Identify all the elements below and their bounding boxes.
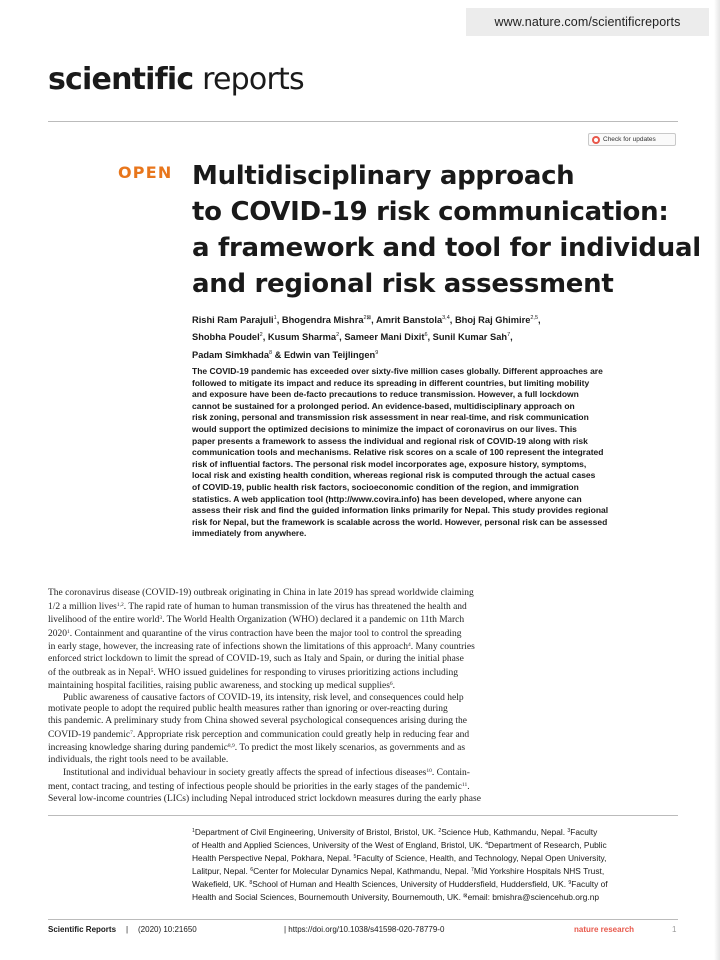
author-affiliation-marker: 2⊠	[363, 315, 372, 321]
author-name: Padam Simkhada	[192, 349, 269, 360]
header-rule	[48, 121, 678, 122]
body-text-run: maintaining hospital facilities, raising public awareness, and stocking up medical supplies	[48, 681, 390, 692]
body-text-run: 2020	[48, 628, 67, 639]
citation-ref: 6	[389, 681, 393, 688]
author-affiliation-marker: 2	[259, 332, 263, 339]
footer-separator: |	[126, 925, 129, 934]
page-edge-shadow	[714, 0, 720, 960]
body-text	[48, 588, 680, 805]
author-line	[192, 328, 662, 345]
affiliation-text: Department of Research, Public	[488, 839, 607, 850]
citation-ref: 3	[159, 615, 163, 622]
author-list	[192, 311, 662, 363]
publisher-logo: nature research	[574, 925, 635, 934]
body-text-run: . The rapid rate of human to human transmission of the virus has threatened the health and	[123, 601, 467, 612]
affiliation-text: Wakefield, UK.	[192, 878, 250, 889]
affiliation-text: Department of Civil Engineering, University of Bristol, Bristol, UK.	[194, 827, 439, 837]
abstract-line: immediately from anywhere.	[192, 528, 307, 539]
affiliation-text: Mid Yorkshire Hospitals NHS Trust,	[473, 865, 605, 876]
title-line: to COVID-19 risk communication:	[192, 197, 669, 227]
body-line	[48, 666, 680, 680]
body-line	[48, 654, 680, 666]
body-line	[48, 766, 680, 780]
affiliation-text: Science Hub, Kathmandu, Nepal.	[441, 827, 568, 837]
body-text-run: . Containment and quarantine of the virus contraction have been the major tool to control the spreading	[69, 628, 462, 639]
body-text-run: Public awareness of causative factors of COVID-19, its intensity, risk level, and consequences could help	[63, 692, 464, 703]
author-affiliation-marker: 9	[375, 349, 379, 356]
author-name: , Sunil Kumar Sah	[427, 332, 508, 343]
body-line	[48, 588, 680, 600]
body-text-run: .	[467, 781, 470, 792]
citation-ref: 1,2	[116, 601, 124, 608]
body-text-run: ment, contact tracing, and testing of infectious people should be priorities in the early stages of the pandemic	[48, 781, 462, 792]
abstract-line: local risk and existing health condition, whereas regional risk is computed through the actual cases	[192, 470, 596, 481]
abstract-line: statistics. A web application tool (http://www.covira.info) has been developed, where anyone can	[192, 493, 582, 504]
body-text-run: increasing knowledge sharing during pandemic	[48, 743, 228, 754]
author-affiliation-marker: 6	[424, 332, 428, 339]
abstract-line: risk of influential factors. The personal risk model incorporates age, exposure history, symptoms,	[192, 458, 587, 469]
journal-url-badge[interactable]	[466, 8, 709, 36]
body-text-run: . Contain-	[431, 768, 470, 779]
page-number: 1	[672, 925, 677, 934]
body-line	[48, 716, 680, 728]
body-text-run: enforced strict lockdown to limit the spread of COVID-19, such as Italy and Spain, or during the initial phase	[48, 653, 464, 664]
abstract-line: of COVID-19, public health risk factors, socioeconomic condition of the region, and immigration	[192, 481, 579, 492]
affiliation-marker: 7	[470, 866, 474, 873]
author-name: , Kusum Sharma	[262, 332, 337, 343]
affiliation-line	[192, 839, 682, 852]
citation-ref: 7	[130, 729, 133, 736]
affiliation-marker: 3	[567, 828, 571, 834]
affiliation-marker: 6	[250, 866, 254, 873]
abstract-line: cannot be sustained for a prolonged period. An evidence-based, multidisciplinary approach on	[192, 400, 575, 411]
author-line	[192, 311, 662, 328]
affiliation-text: School of Human and Health Sciences, University of Huddersfield, Huddersfield, UK.	[252, 878, 569, 889]
affiliations-rule	[48, 815, 678, 816]
author-name: Shobha Poudel	[192, 332, 260, 343]
author-name: & Edwin van Teijlingen	[272, 349, 376, 360]
body-text-run: individuals, the right tools need to be available.	[48, 754, 229, 765]
body-text-run: . Many countries	[410, 642, 475, 653]
author-name: , Bhoj Raj Ghimire	[449, 315, 531, 325]
citation-ref: 4	[407, 642, 411, 649]
abstract-line: risk for Nepal, but the framework is scalable across the world. However, personal risk can be assessed	[192, 516, 608, 527]
affiliation-line	[192, 852, 682, 865]
affiliation-marker: 1	[192, 828, 195, 834]
body-text-run: The coronavirus disease (COVID-19) outbreak originating in China in late 2019 has spread worldwide claiming	[48, 588, 474, 598]
check-updates-label: Check for updates	[603, 136, 656, 143]
author-affiliation-marker: 2	[336, 332, 340, 339]
body-text-run: . WHO issued guidelines for responding to viruses prioritizing actions including	[153, 667, 458, 678]
affiliations	[192, 826, 682, 903]
body-text-run: motivate people to adopt the required public health measures rather than ignoring or over-reacting during	[48, 704, 448, 715]
citation-ref: 10	[426, 768, 432, 775]
affiliation-text: Center for Molecular Dynamics Nepal, Kathmandu, Nepal.	[253, 865, 471, 876]
affiliation-text: Faculty of	[571, 878, 608, 889]
brand-light: reports	[202, 62, 304, 97]
footer-doi-link[interactable]: | https://doi.org/10.1038/s41598-020-78779-0	[284, 925, 445, 934]
author-name: , Amrit Banstola	[371, 315, 443, 325]
author-affiliation-marker: 2,5	[530, 315, 539, 321]
body-line	[48, 613, 680, 627]
author-affiliation-marker: 8	[269, 349, 273, 356]
body-line	[48, 693, 680, 705]
journal-brand	[48, 62, 304, 98]
affiliation-marker: 4	[485, 840, 489, 847]
author-affiliation-marker: 3,4	[442, 315, 450, 321]
abstract-line: would support the optimized decisions to minimize the impact of coronavirus on our lives. This	[192, 423, 577, 434]
crossmark-icon	[592, 136, 600, 144]
affiliation-marker: 9	[568, 879, 572, 886]
body-line	[48, 780, 680, 794]
author-name: ,	[538, 315, 541, 325]
body-line	[48, 704, 680, 716]
title-line: and regional risk assessment	[192, 269, 614, 299]
affiliation-text: Faculty of Science, Health, and Technology, Nepal Open University,	[356, 852, 607, 863]
body-text-run: 1/2 a million lives	[48, 601, 117, 612]
body-text-run: . Appropriate risk perception and communication could greatly help in reducing fear and	[132, 729, 470, 740]
abstract-line: risk zoning, personal and transmission risk assessment in near real-time, and risk communication	[192, 412, 589, 423]
author-name: ,	[510, 332, 513, 343]
brand-bold: scientific	[48, 62, 194, 97]
body-text-run: . The World Health Organization (WHO) declared it a pandemic on 11th March	[162, 615, 465, 626]
body-text-run: Institutional and individual behaviour in society greatly affects the spread of infectious diseases	[63, 768, 427, 779]
abstract-line: assess their risk and find the guided information links primarily for Nepal. This study provides regional	[192, 505, 609, 516]
citation-ref: 1	[67, 628, 70, 635]
author-name: Rishi Ram Parajuli	[192, 315, 274, 325]
affiliation-text: Lalitpur, Nepal.	[192, 865, 251, 876]
author-name: , Sameer Mani Dixit	[339, 332, 425, 343]
affiliation-marker: 8	[249, 879, 253, 886]
citation-ref: 5	[150, 667, 154, 674]
abstract-line: and exposure have been de-facto precautions to reduce transmission. However, a full lockdown	[192, 389, 579, 400]
abstract-line: The COVID-19 pandemic has exceeded over sixty-five million cases globally. Different approaches are	[192, 366, 603, 376]
affiliation-line	[192, 878, 682, 891]
body-line	[48, 741, 680, 755]
body-text-run: in early stage, however, the increasing rate of infections shown the limitations of this approach	[48, 642, 408, 653]
abstract-line: paper presents a framework to assess the individual and regional risk of COVID-19 along with risk	[192, 435, 588, 446]
page-footer	[48, 917, 680, 941]
abstract-line: communication tools and mechanisms. Relative risk scores on a scale of 100 represent the integrated	[192, 447, 604, 458]
body-text-run: this pandemic. A preliminary study from China showed several psychological consequences arising during the	[48, 715, 467, 726]
affiliation-marker: 5	[353, 853, 357, 860]
author-affiliation-marker: 7	[507, 332, 511, 339]
author-affiliation-marker: 1	[273, 315, 277, 321]
body-line	[48, 755, 680, 767]
title-line: a framework and tool for individual	[192, 233, 701, 263]
footer-citation: (2020) 10:21650	[138, 925, 197, 934]
affiliation-line	[192, 891, 682, 904]
body-line	[48, 640, 680, 654]
body-text-run: livelihood of the entire world	[48, 615, 160, 626]
affiliation-text: Health Perspective Nepal, Pokhara, Nepal.	[192, 852, 354, 863]
author-line	[192, 346, 662, 363]
affiliation-text: of Health and Applied Sciences, University of the West of England, Bristol, UK.	[192, 839, 486, 850]
affiliation-text: Faculty	[570, 827, 598, 837]
check-for-updates-button[interactable]	[588, 133, 676, 146]
journal-url[interactable]: www.nature.com/scientificreports	[494, 15, 681, 29]
body-text-run: .	[392, 681, 396, 692]
affiliation-marker: 2	[438, 828, 442, 834]
citation-ref: 11	[461, 781, 468, 788]
affiliation-text: email: bmishra@sciencehub.org.np	[467, 891, 600, 902]
title-line: Multidisciplinary approach	[192, 161, 575, 191]
body-text-run: of the outbreak as in Nepal	[48, 667, 151, 678]
body-text-run: COVID-19 pandemic	[48, 729, 131, 740]
body-line	[48, 679, 680, 693]
body-text-run: . To predict the most likely scenarios, as governments and as	[234, 743, 466, 754]
open-access-label: OPEN	[118, 163, 173, 182]
citation-ref: 8,9	[227, 743, 235, 750]
affiliation-marker: ⊠	[463, 892, 468, 899]
body-text-run: Several low-income countries (LICs) including Nepal introduced strict lockdown measures during the early phase	[48, 793, 481, 804]
body-line	[48, 600, 680, 614]
body-line	[48, 627, 680, 641]
abstract-line: followed to mitigate its impact and reduce its spreading in different countries, but limiting mobility	[192, 377, 590, 388]
author-name: , Bhogendra Mishra	[276, 315, 364, 325]
affiliation-line	[192, 865, 682, 878]
affiliation-text: Health and Social Sciences, Bournemouth University, Bournemouth, UK.	[192, 891, 464, 902]
article-title	[192, 158, 701, 302]
affiliation-line	[192, 826, 682, 839]
footer-journal: Scientific Reports	[48, 925, 117, 934]
abstract	[192, 366, 675, 540]
body-line	[48, 728, 680, 742]
body-line	[48, 794, 680, 806]
